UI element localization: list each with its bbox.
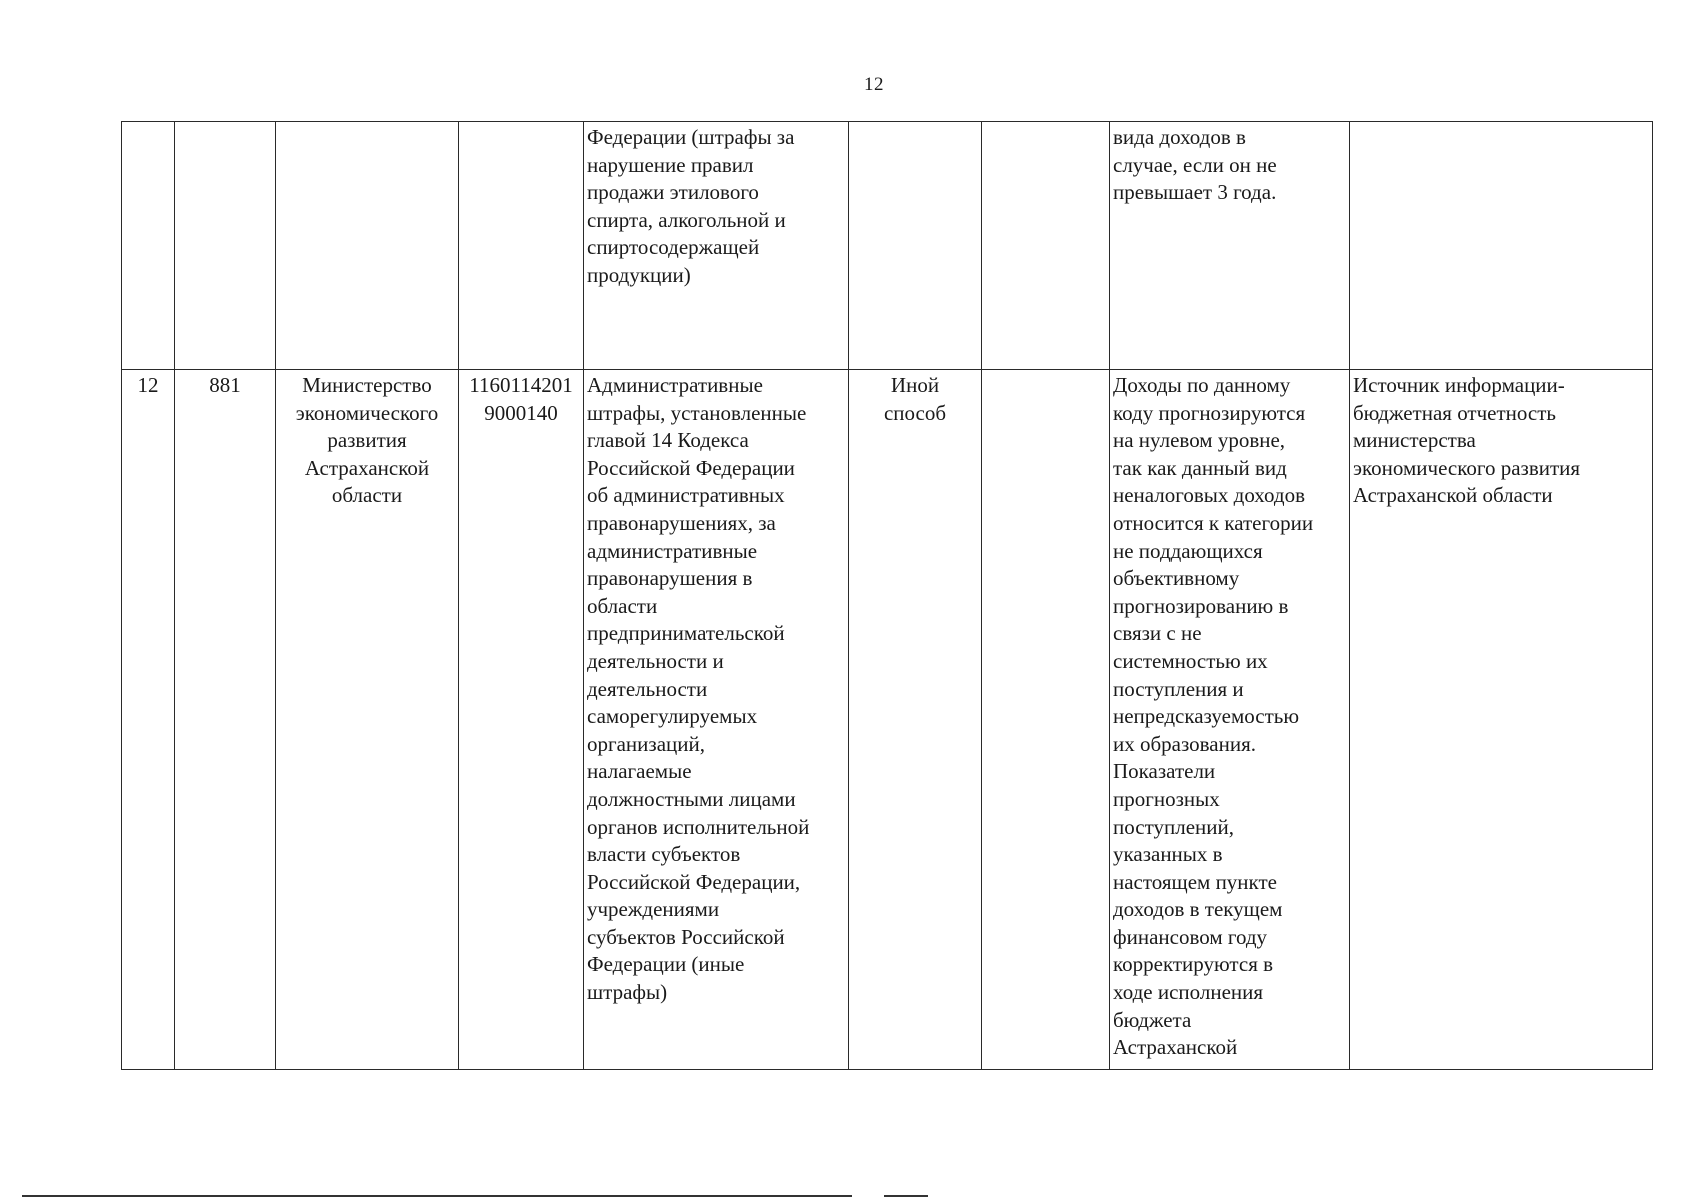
cell-method xyxy=(849,370,982,1070)
algorithm-line: прогнозных xyxy=(1113,786,1220,811)
algorithm-line: коду прогнозируются xyxy=(1113,400,1306,425)
algorithm-line: так как данный вид xyxy=(1113,455,1287,480)
income-name-line: деятельности и xyxy=(587,648,724,673)
algorithm-line: Астраханской xyxy=(1113,1035,1238,1060)
income-name-line: власти субъектов xyxy=(587,842,741,867)
cell-kbk xyxy=(459,370,584,1070)
algorithm-line: Показатели xyxy=(1113,759,1216,784)
algorithm-line: Доходы по данному xyxy=(1113,373,1291,397)
algorithm-line: объективному xyxy=(1113,566,1240,591)
cell-admin-name xyxy=(276,370,459,1070)
income-name-line: саморегулируемых xyxy=(587,704,758,729)
cell-algorithm xyxy=(1110,370,1350,1070)
cell-income-name xyxy=(584,122,849,370)
income-name-line: спиртосодержащей xyxy=(587,235,760,260)
kbk-line: 1160114201 xyxy=(469,373,573,397)
algorithm-line: на нулевом уровне, xyxy=(1113,428,1286,453)
bottom-rule-right xyxy=(884,1195,928,1197)
cell-algorithm xyxy=(1110,122,1350,370)
source-line: экономического развития xyxy=(1353,455,1581,480)
algorithm-line: корректируются в xyxy=(1113,952,1274,977)
revenue-forecast-table xyxy=(121,121,1653,1070)
source-line: министерства xyxy=(1353,428,1476,453)
income-name-line: деятельности xyxy=(587,676,708,701)
income-name-line: предпринимательской xyxy=(587,621,785,646)
cell-admin-code: 881 xyxy=(175,370,276,1070)
algorithm-line: бюджета xyxy=(1113,1007,1192,1032)
income-name-line: продажи этилового xyxy=(587,180,759,205)
cell-kbk xyxy=(459,122,584,370)
income-name-line: административные xyxy=(587,538,758,563)
algorithm-line: превышает 3 года. xyxy=(1113,180,1277,205)
cell-number xyxy=(122,122,175,370)
income-name-line: Российской Федерации xyxy=(587,455,795,480)
method-line: Иной xyxy=(890,373,940,397)
source-line: Источник информации- xyxy=(1353,373,1565,397)
algorithm-line: системностью их xyxy=(1113,648,1268,673)
income-name-line: должностными лицами xyxy=(587,786,796,811)
algorithm-line: ходе исполнения xyxy=(1113,980,1264,1005)
income-name-line: учреждениями xyxy=(587,897,720,922)
cell-formula xyxy=(982,122,1110,370)
income-name-line: органов исполнительной xyxy=(587,814,810,839)
cell-income-name xyxy=(584,370,849,1070)
algorithm-line: настоящем пункте xyxy=(1113,869,1277,894)
income-name-line: Административные xyxy=(587,373,763,397)
page-number: 12 xyxy=(864,74,884,95)
algorithm-line: указанных в xyxy=(1113,842,1223,867)
algorithm-line: случае, если он не xyxy=(1113,152,1277,177)
admin-name-line: развития xyxy=(327,428,407,453)
algorithm-line: поступления и xyxy=(1113,676,1244,701)
algorithm-line: прогнозированию в xyxy=(1113,593,1289,618)
kbk-line: 9000140 xyxy=(484,400,558,425)
algorithm-line: финансовом году xyxy=(1113,924,1268,949)
income-name-line: субъектов Российской xyxy=(587,924,785,949)
algorithm-line: поступлений, xyxy=(1113,814,1234,839)
cell-source xyxy=(1350,370,1653,1070)
algorithm-line: непредсказуемостью xyxy=(1113,704,1300,729)
income-name-line: области xyxy=(587,593,658,618)
income-name-line: нарушение правил xyxy=(587,152,754,177)
income-name-line: об административных xyxy=(587,483,785,508)
income-name-line: организаций, xyxy=(587,731,705,756)
income-name-line: Федерации (штрафы за xyxy=(587,125,795,149)
income-name-line: спирта, алкогольной и xyxy=(587,207,786,232)
admin-name-line: Астраханской xyxy=(304,455,430,480)
table-row-continuation xyxy=(122,122,1653,370)
algorithm-line: не поддающихся xyxy=(1113,538,1263,563)
table-row-12 xyxy=(122,370,1653,1070)
algorithm-line: их образования. xyxy=(1113,731,1257,756)
algorithm-line: относится к категории xyxy=(1113,510,1314,535)
cell-formula xyxy=(982,370,1110,1070)
income-name-line: налагаемые xyxy=(587,759,692,784)
algorithm-line: связи с не xyxy=(1113,621,1202,646)
admin-name-line: области xyxy=(331,483,403,508)
cell-admin-code xyxy=(175,122,276,370)
income-name-line: штрафы) xyxy=(587,980,668,1005)
income-name-line: Федерации (иные xyxy=(587,952,745,977)
income-name-line: правонарушениях, за xyxy=(587,510,776,535)
admin-name-line: Министерство xyxy=(302,373,432,397)
income-name-line: правонарушения в xyxy=(587,566,753,591)
source-line: Астраханской области xyxy=(1353,483,1553,508)
cell-source xyxy=(1350,122,1653,370)
cell-number: 12 xyxy=(122,370,175,1070)
income-name-line: Российской Федерации, xyxy=(587,869,801,894)
algorithm-line: вида доходов в xyxy=(1113,125,1246,149)
algorithm-line: неналоговых доходов xyxy=(1113,483,1306,508)
admin-name-line: экономического xyxy=(295,400,439,425)
bottom-rule-left xyxy=(22,1195,852,1197)
algorithm-line: доходов в текущем xyxy=(1113,897,1283,922)
source-line: бюджетная отчетность xyxy=(1353,400,1556,425)
cell-admin-name xyxy=(276,122,459,370)
cell-method xyxy=(849,122,982,370)
method-line: способ xyxy=(883,400,947,425)
income-name-line: штрафы, установленные xyxy=(587,400,807,425)
income-name-line: главой 14 Кодекса xyxy=(587,428,749,453)
income-name-line: продукции) xyxy=(587,262,691,287)
